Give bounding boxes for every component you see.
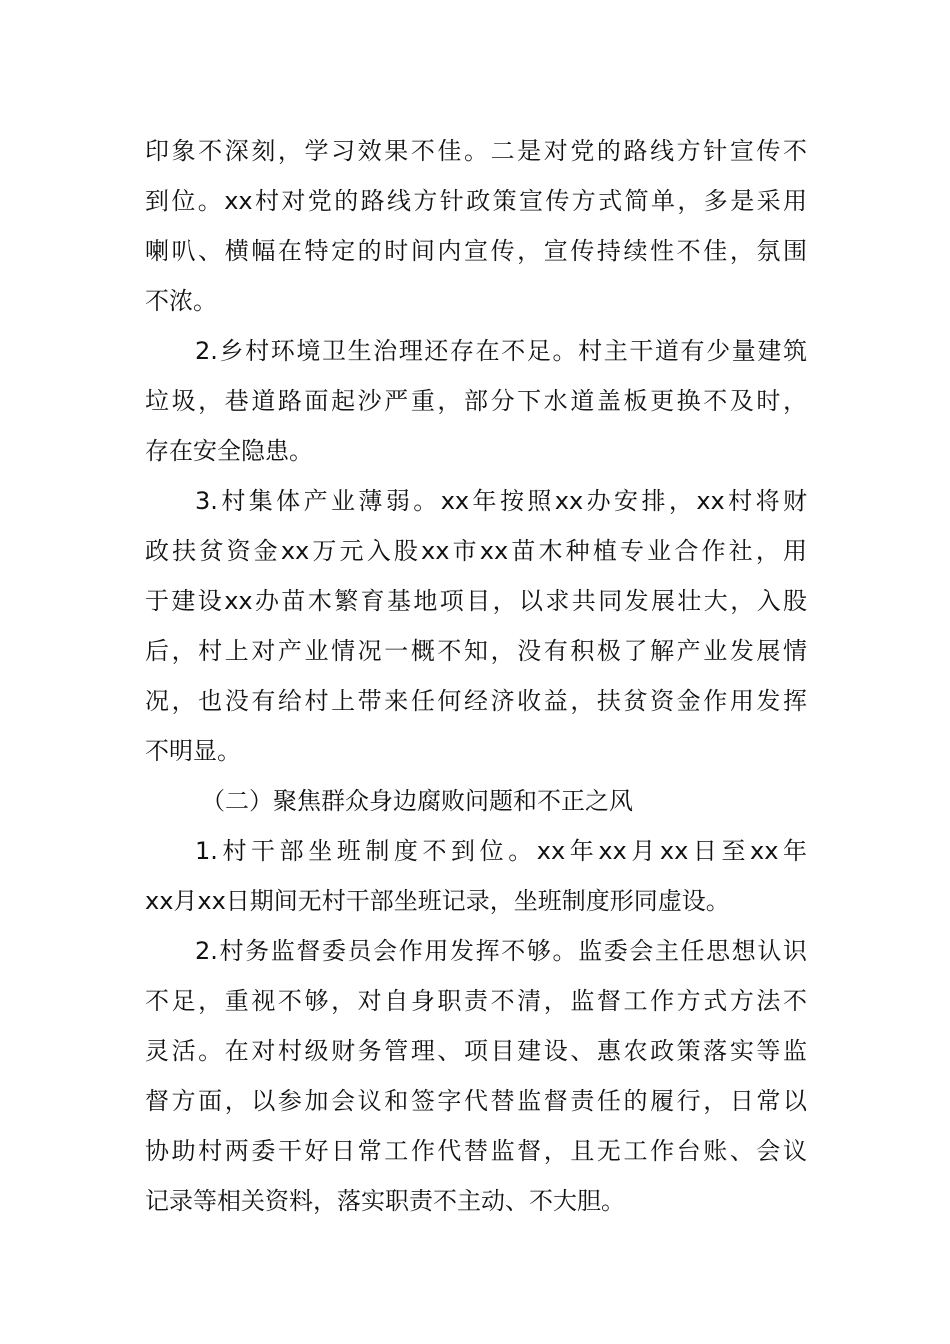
text-line: 存在安全隐患。 bbox=[145, 437, 313, 465]
document-body bbox=[145, 126, 807, 1226]
text-line: 不明显。 bbox=[145, 737, 241, 765]
text-line: 不足，重视不够，对自身职责不清，监督工作方式方法不 bbox=[145, 987, 807, 1015]
text-line: 政扶贫资金xx万元入股xx市xx苗木种植专业合作社，用 bbox=[145, 537, 807, 565]
text-line: 协助村两委干好日常工作代替监督，且无工作台账、会议 bbox=[145, 1137, 807, 1165]
paragraph-first-line: 1.村干部坐班制度不到位。xx年xx月xx日至xx年 bbox=[195, 837, 807, 865]
text-line: 况，也没有给村上带来任何经济收益，扶贫资金作用发挥 bbox=[145, 687, 807, 715]
paragraph-first-line: 3.村集体产业薄弱。xx年按照xx办安排，xx村将财 bbox=[195, 487, 807, 515]
text-line: 灵活。在对村级财务管理、项目建设、惠农政策落实等监 bbox=[145, 1037, 807, 1065]
text-line: 喇叭、横幅在特定的时间内宣传，宣传持续性不佳，氛围 bbox=[145, 237, 807, 265]
text-line: xx月xx日期间无村干部坐班记录，坐班制度形同虚设。 bbox=[145, 887, 730, 915]
text-line: 印象不深刻，学习效果不佳。二是对党的路线方针宣传不 bbox=[145, 137, 807, 165]
text-line: 垃圾，巷道路面起沙严重，部分下水道盖板更换不及时， bbox=[145, 387, 807, 415]
text-line: 于建设xx办苗木繁育基地项目，以求共同发展壮大，入股 bbox=[145, 587, 807, 615]
section-heading: （二）聚焦群众身边腐败问题和不正之风 bbox=[201, 787, 633, 815]
paragraph-first-line: 2.村务监督委员会作用发挥不够。监委会主任思想认识 bbox=[195, 937, 807, 965]
text-line: 不浓。 bbox=[145, 287, 217, 315]
paragraph-first-line: 2.乡村环境卫生治理还存在不足。村主干道有少量建筑 bbox=[195, 337, 807, 365]
text-line: 督方面，以参加会议和签字代替监督责任的履行，日常以 bbox=[145, 1087, 807, 1115]
text-line: 到位。xx村对党的路线方针政策宣传方式简单，多是采用 bbox=[145, 187, 807, 215]
text-line: 后，村上对产业情况一概不知，没有积极了解产业发展情 bbox=[145, 637, 807, 665]
text-line: 记录等相关资料，落实职责不主动、不大胆。 bbox=[145, 1187, 625, 1215]
